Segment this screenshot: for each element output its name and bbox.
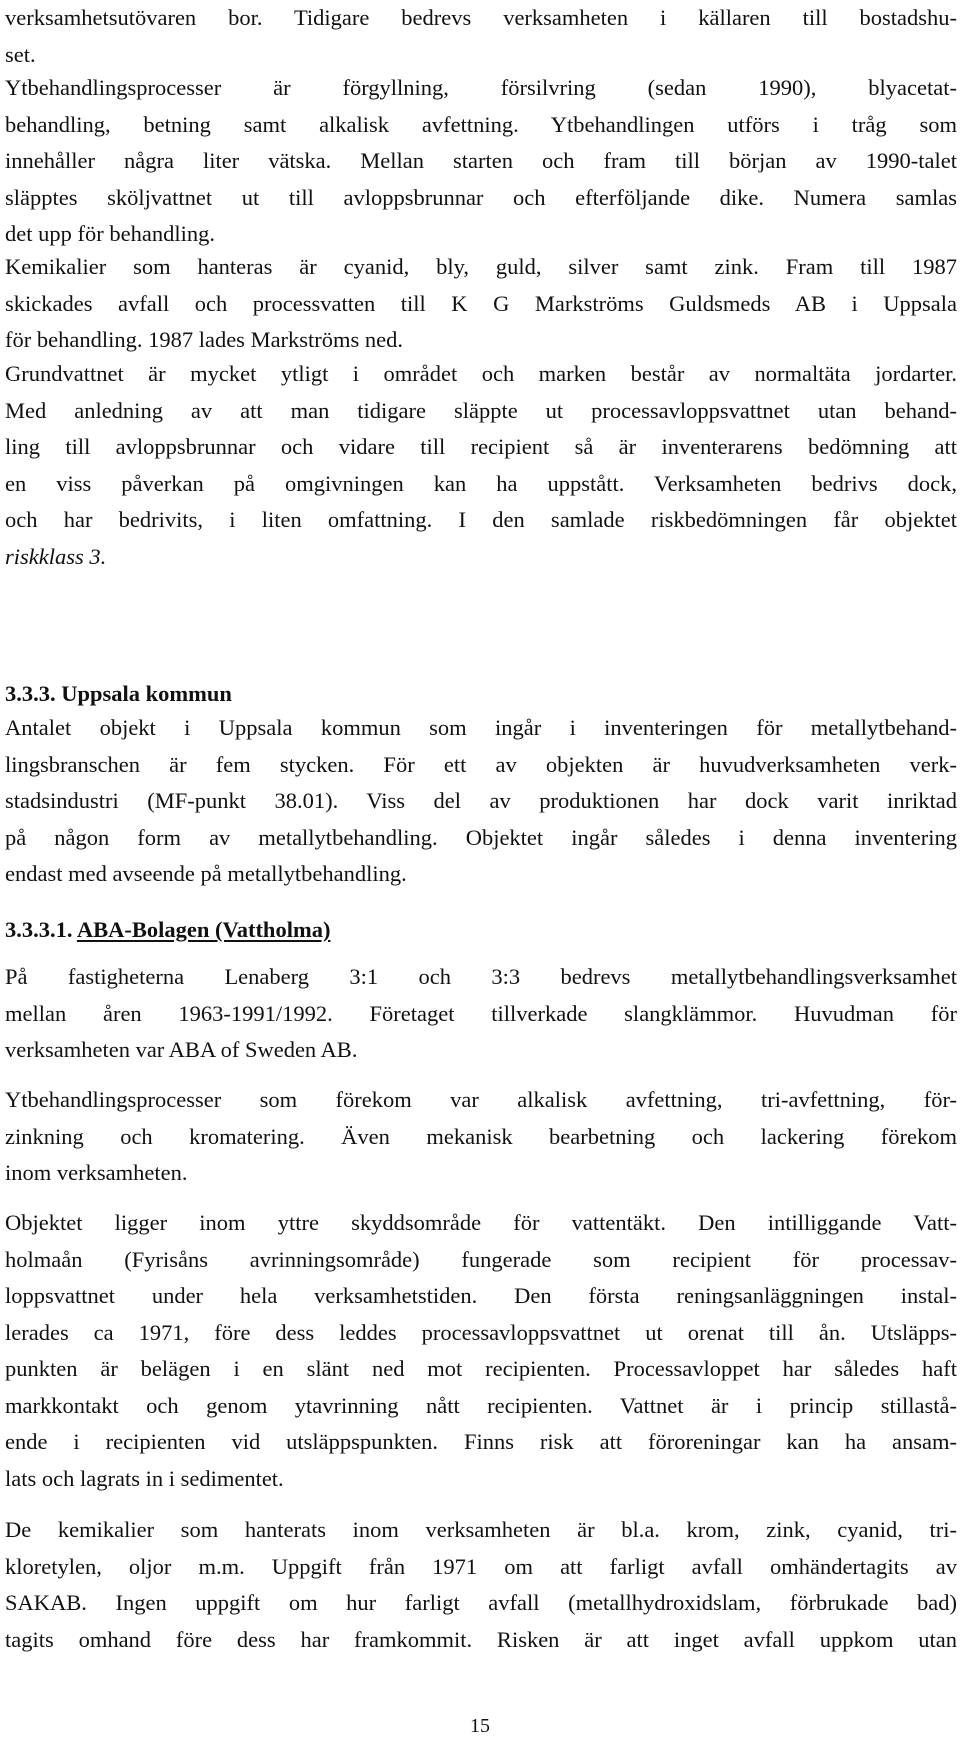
text-line: och har bedrivits, i liten omfattning. I den samlade riskbedömningen får objektet [5, 507, 957, 532]
text-line: skickades avfall och processvatten till K G Markströms Guldsmeds AB i Uppsala [5, 290, 957, 316]
text-line: det upp för behandling. [5, 221, 215, 246]
page-number: 15 [470, 1715, 490, 1737]
text-line: På fastigheterna Lenaberg 3:1 och 3:3 bedrevs metallytbehandlingsverksamhet [5, 964, 957, 989]
text-line: lingsbranschen är fem stycken. För ett av objekten är huvudverksamheten verk- [5, 751, 957, 777]
paragraph-ytbehandlingsprocesser-aba [5, 1082, 957, 1192]
text-line: släpptes sköljvattnet ut till avloppsbrunnar och efterföljande dike. Numera samlas [5, 184, 957, 210]
text-line: Ytbehandlingsprocesser som förekom var alkalisk avfettning, tri-avfettning, för- [5, 1087, 957, 1112]
text-line: innehåller några liter vätska. Mellan starten och fram till början av 1990-talet [5, 148, 957, 173]
text-line: markkontakt och genom ytavrinning nått recipienten. Vattnet är i princip stillastå- [5, 1392, 957, 1418]
text-line: behandling, betning samt alkalisk avfettning. Ytbehandlingen utförs i tråg som [5, 111, 957, 137]
text-line: SAKAB. Ingen uppgift om hur farligt avfall (metallhydroxidslam, förbrukade bad) [5, 1590, 957, 1615]
text-line: på någon form av metallytbehandling. Objektet ingår således i denna inventering [5, 824, 957, 850]
paragraph-skyddsomrade [5, 1205, 957, 1497]
paragraph-ytbehandlingsprocesser [5, 70, 957, 253]
text-line: endast med avseende på metallytbehandling. [5, 861, 407, 886]
paragraph-verksamhetsutovaren [5, 0, 957, 73]
text-line: lerades ca 1971, före dess leddes processavloppsvattnet ut orenat till ån. Utsläpps- [5, 1319, 957, 1345]
text-line: mellan åren 1963-1991/1992. Företaget tillverkade slangklämmor. Huvudman för [5, 1000, 957, 1026]
text-line: zinkning och kromatering. Även mekanisk bearbetning och lackering förekom [5, 1123, 957, 1149]
text-line: punkten är belägen i en slänt ned mot recipienten. Processavloppet har således haft [5, 1356, 957, 1381]
text-line: verksamheten var ABA of Sweden AB. [5, 1037, 358, 1062]
section-number: 3.3.3. [5, 681, 56, 706]
text-line: Kemikalier som hanteras är cyanid, bly, guld, silver samt zink. Fram till 1987 [5, 254, 957, 279]
text-line: en viss påverkan på omgivningen kan ha uppstått. Verksamheten bedrivs dock, [5, 470, 957, 496]
riskklass-text: riskklass 3. [5, 543, 107, 569]
paragraph-lenaberg [5, 959, 957, 1069]
text-line: loppsvattnet under hela verksamhetstiden. Den första reningsanläggningen instal- [5, 1283, 957, 1308]
paragraph-antalet-objekt [5, 710, 957, 893]
text-line: lats och lagrats in i sedimentet. [5, 1465, 284, 1491]
text-line: tagits omhand före dess har framkommit. Risken är att inget avfall uppkom utan [5, 1626, 957, 1652]
text-line: Ytbehandlingsprocesser är förgyllning, försilvring (sedan 1990), blyacetat- [5, 75, 957, 100]
section-heading-aba-bolagen [5, 912, 330, 948]
text-line: Antalet objekt i Uppsala kommun som ingår i inventeringen för metallytbehand- [5, 715, 957, 740]
text-line: Grundvattnet är mycket ytligt i området och marken består av normaltäta jordarter. [5, 361, 957, 386]
text-line: inom verksamheten. [5, 1160, 188, 1185]
paragraph-kemikalier-aba [5, 1512, 957, 1658]
text-line: för behandling. 1987 lades Markströms ned. [5, 327, 404, 352]
text-line: De kemikalier som hanterats inom verksamheten är bl.a. krom, zink, cyanid, tri- [5, 1517, 957, 1542]
text-line: kloretylen, oljor m.m. Uppgift från 1971 om att farligt avfall omhändertagits av [5, 1553, 957, 1579]
subsection-number: 3.3.3.1. [5, 917, 73, 942]
text-line: ende i recipienten vid utsläppspunkten. Finns risk att föroreningar kan ha ansam- [5, 1429, 957, 1454]
paragraph-grundvattnet [5, 356, 957, 575]
section-title: Uppsala kommun [61, 681, 232, 706]
text-line: set. [5, 41, 36, 67]
text-line: ling till avloppsbrunnar och vidare till recipient så är inventerarens bedömning att [5, 434, 957, 459]
text-line: Med anledning av att man tidigare släppte ut processavloppsvattnet utan behand- [5, 397, 957, 423]
text-line: holmaån (Fyrisåns avrinningsområde) fungerade som recipient för processav- [5, 1246, 957, 1272]
subsection-title: ABA-Bolagen (Vattholma) [76, 917, 331, 942]
section-heading-uppsala-kommun [5, 676, 232, 712]
paragraph-kemikalier [5, 249, 957, 359]
text-line: stadsindustri (MF-punkt 38.01). Viss del av produktionen har dock varit inriktad [5, 788, 957, 813]
text-line: Objektet ligger inom yttre skyddsområde för vattentäkt. Den intilliggande Vatt- [5, 1210, 957, 1235]
text-line: verksamhetsutövaren bor. Tidigare bedrevs verksamheten i källaren till bostadshu- [5, 5, 957, 30]
